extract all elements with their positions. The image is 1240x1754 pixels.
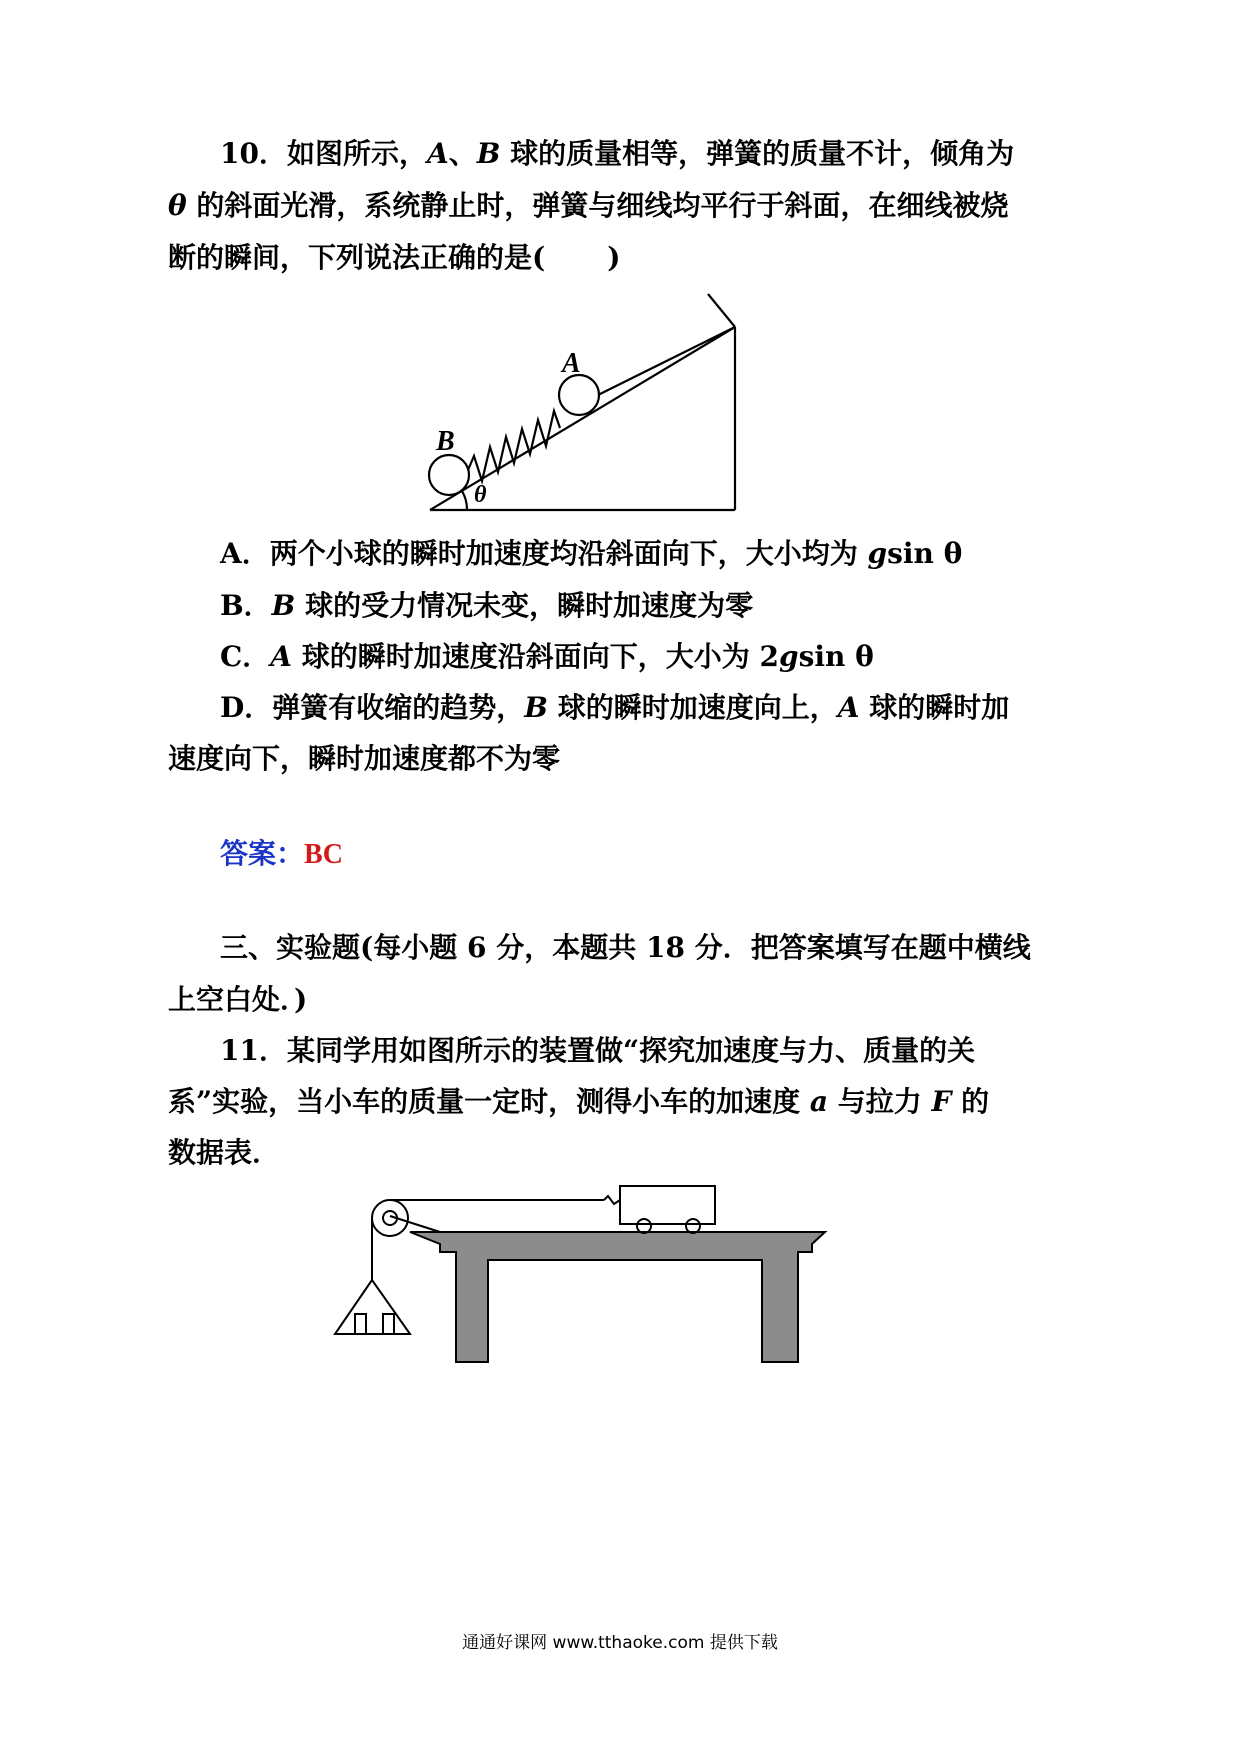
section-3-line-1: 三、实验题(每小题 6 分，本题共 18 分．把答案填写在题中横线 bbox=[220, 931, 1031, 964]
cart-body bbox=[620, 1186, 715, 1224]
section-3-line-2: 上空白处．) bbox=[168, 983, 308, 1016]
cart-wheel-right bbox=[686, 1219, 700, 1233]
label-theta: θ bbox=[474, 482, 487, 508]
option-b: B．B 球的受力情况未变，瞬时加速度为零 bbox=[220, 589, 754, 622]
weight-hanger bbox=[335, 1280, 410, 1334]
q10-line-1: 10．如图所示，A、B 球的质量相等，弹簧的质量不计，倾角为 bbox=[220, 137, 1015, 170]
table bbox=[410, 1232, 825, 1362]
weight-left bbox=[355, 1314, 366, 1334]
q11-line-3: 数据表． bbox=[168, 1136, 281, 1169]
option-a: A．两个小球的瞬时加速度均沿斜面向下，大小均为 gsin θ bbox=[220, 537, 963, 570]
cart-wheel-left bbox=[637, 1219, 651, 1233]
pulley bbox=[372, 1200, 408, 1236]
weight-right bbox=[383, 1314, 394, 1334]
option-c: C．A 球的瞬时加速度沿斜面向下，大小为 2gsin θ bbox=[220, 640, 874, 673]
q11-line-2: 系”实验，当小车的质量一定时，测得小车的加速度 a 与拉力 F 的 bbox=[168, 1085, 990, 1118]
label-a: A bbox=[562, 348, 581, 379]
answer-value: BC bbox=[304, 839, 343, 870]
q10-line-2: θ 的斜面光滑，系统静止时，弹簧与细线均平行于斜面，在细线被烧 bbox=[168, 189, 1009, 222]
q11-line-1: 11．某同学用如图所示的装置做“探究加速度与力、质量的关 bbox=[220, 1034, 976, 1067]
option-d-line-2: 速度向下，瞬时加速度都不为零 bbox=[168, 742, 561, 775]
label-b: B bbox=[436, 426, 455, 457]
q10-line-3: 断的瞬间，下列说法正确的是( ) bbox=[168, 241, 621, 274]
option-d-line-1: D．弹簧有收缩的趋势，B 球的瞬时加速度向上，A 球的瞬时加 bbox=[220, 691, 1010, 724]
answer-label: 答案： bbox=[220, 837, 305, 870]
cart-hook bbox=[604, 1196, 620, 1204]
footer: 通通好课网 www.tthaoke.com 提供下载 bbox=[462, 1633, 778, 1653]
